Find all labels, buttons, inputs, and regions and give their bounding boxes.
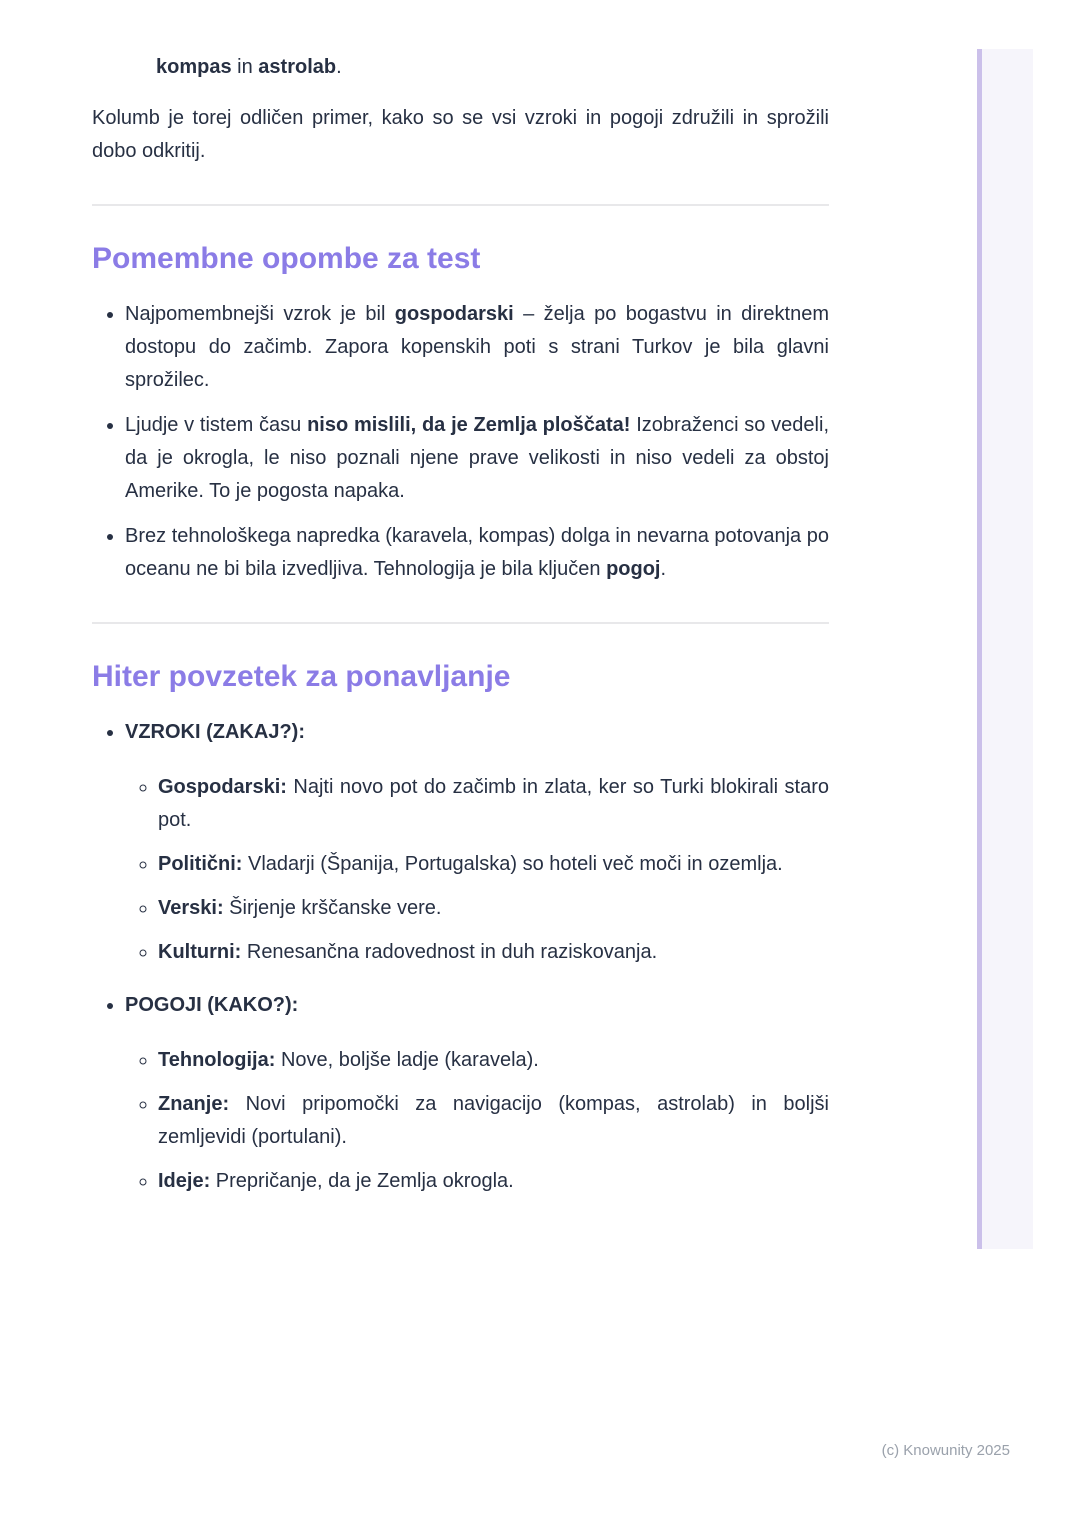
section-divider — [92, 622, 829, 624]
list-item: • Ljudje v tistem času niso mislili, da je Zemlja ploščata! Izobraženci so vedeli, da je okrogla, le niso poznali njene prave velikosti in niso vedeli za obstoj Amerike. To je pogosta napaka. — [125, 409, 829, 508]
summary-list — [92, 716, 829, 1198]
section-title-pomembne-opombe: Pomembne opombe za test — [92, 242, 481, 275]
list-item: ◦ Znanje: Novi pripomočki za navigacijo (kompas, astrolab) in boljši zemljevidi (portulani). — [158, 1088, 829, 1154]
group-label: VZROKI (ZAKAJ?): — [125, 721, 305, 743]
copyright-footer: (c) Knowunity 2025 — [881, 1442, 1010, 1459]
group-vzroki — [125, 716, 829, 969]
list-item: ◦ Kulturni: Renesančna radovednost in duh raziskovanja. — [158, 936, 829, 969]
section-title-hiter-povzetek: Hiter povzetek za ponavljanje — [92, 660, 511, 693]
group-pogoji — [125, 989, 829, 1198]
intro-line: kompas in astrolab. — [156, 56, 342, 78]
intro-paragraph: Kolumb je torej odličen primer, kako so se vsi vzroki in pogoji združili in sprožili dobo odkritij. — [92, 107, 829, 162]
important-notes-list — [92, 298, 829, 586]
list-item: ◦ Verski: Širjenje krščanske vere. — [158, 892, 829, 925]
group-label: POGOJI (KAKO?): — [125, 994, 299, 1016]
list-item: ◦ Politični: Vladarji (Španija, Portugalska) so hoteli več moči in ozemlja. — [158, 848, 829, 881]
list-item: ◦ Tehnologija: Nove, boljše ladje (karavela). — [158, 1044, 829, 1077]
pogoji-sublist — [125, 1044, 829, 1198]
right-margin-highlight-panel — [977, 49, 1033, 1249]
notes-content — [92, 51, 829, 1218]
vzroki-sublist — [125, 771, 829, 969]
list-item: • Najpomembnejši vzrok je bil gospodarski – želja po bogastvu in direktnem dostopu do začimb. Zapora kopenskih poti s strani Turkov je bila glavni sprožilec. — [125, 298, 829, 397]
list-item: ◦ Ideje: Prepričanje, da je Zemlja okrogla. — [158, 1165, 829, 1198]
list-item: ◦ Gospodarski: Najti novo pot do začimb in zlata, ker so Turki blokirali staro pot. — [158, 771, 829, 837]
section-divider — [92, 204, 829, 206]
list-item: • Brez tehnološkega napredka (karavela, kompas) dolga in nevarna potovanja po oceanu ne bi bila izvedljiva. Tehnologija je bila ključen pogoj. — [125, 520, 829, 586]
